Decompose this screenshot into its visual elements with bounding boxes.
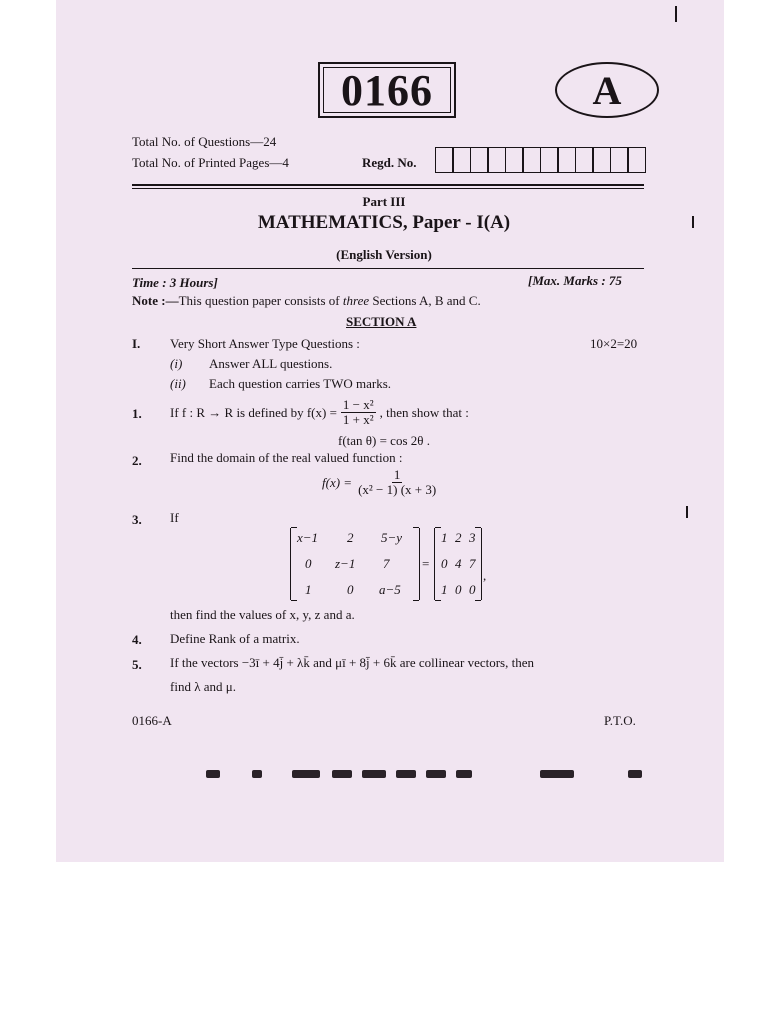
scanned-page (56, 0, 724, 862)
instruction-text: Answer ALL questions. (209, 356, 333, 371)
matrix-cell: 0 (347, 582, 354, 597)
matrix-cell: 1 (305, 582, 312, 597)
paper-code-box (318, 62, 456, 118)
right-matrix (434, 528, 482, 600)
matrix-cell: 1 (441, 530, 448, 545)
left-matrix (290, 528, 420, 600)
question-2-lhs: f(x) = (322, 474, 353, 490)
matrix-cell: 7 (383, 556, 390, 571)
matrix-cell: 0 (455, 582, 462, 597)
part-title: Very Short Answer Type Questions : (170, 336, 360, 351)
question-1-tail: , then show that : (379, 404, 469, 420)
bleed-through-mark (206, 770, 220, 778)
note-text-italic: three (342, 293, 370, 308)
question-1-equation: f(tan θ) = cos 2θ . (338, 433, 430, 448)
equals-sign: = (422, 556, 430, 571)
part-marks: 10×2=20 (590, 336, 638, 351)
question-3-ask: then find the values of x, y, z and a. (170, 607, 355, 622)
instruction-marker: (ii) (170, 376, 186, 391)
bleed-through-mark (396, 770, 416, 778)
set-letter-oval (555, 62, 659, 118)
matrix-cell: 0 (441, 556, 448, 571)
matrix-cell: 2 (347, 530, 354, 545)
bleed-through-mark (628, 770, 642, 778)
total-questions: Total No. of Questions—24 (132, 134, 277, 149)
question-number: 5. (132, 657, 142, 672)
question-1-text (170, 398, 469, 427)
time-label: Time : 3 Hours] (132, 275, 218, 290)
matrix-cell: 0 (305, 556, 312, 571)
total-pages: Total No. of Printed Pages—4 (132, 155, 289, 170)
fraction-numerator: 1 − x² (342, 397, 374, 412)
matrix-cell: 5−y (381, 530, 403, 545)
matrix-comma: , (483, 568, 487, 583)
note-text-2: Sections A, B and C. (369, 293, 481, 308)
scan-mark (675, 6, 677, 22)
bleed-through-mark (456, 770, 472, 778)
matrix-cell: 7 (469, 556, 476, 571)
question-number: 2. (132, 453, 142, 468)
matrix-cell: 1 (441, 582, 448, 597)
scan-mark (686, 506, 688, 518)
question-2-function (322, 468, 438, 497)
regd-label: Regd. No. (362, 155, 417, 170)
instruction-text: Each question carries TWO marks. (209, 376, 392, 391)
page-title: MATHEMATICS, Paper - I(A) (257, 212, 511, 233)
title-rule (132, 268, 644, 269)
header-rule (132, 184, 644, 186)
bleed-through-mark (292, 770, 320, 778)
note-line (132, 293, 481, 309)
fraction-denominator: 1 + x² (342, 412, 374, 427)
instruction-marker: (i) (170, 356, 183, 371)
bleed-through-mark (362, 770, 386, 778)
bleed-through-mark (540, 770, 574, 778)
question-number: 1. (132, 406, 142, 421)
part-roman: I. (132, 336, 141, 351)
matrix-cell: 4 (455, 556, 462, 571)
question-4-text: Define Rank of a matrix. (170, 631, 300, 646)
question-2-text: Find the domain of the real valued function : (170, 450, 403, 465)
footer-pto: P.T.O. (604, 713, 636, 728)
question-1-fraction (341, 398, 376, 427)
scan-mark (692, 216, 694, 228)
fraction-denominator: (x² − 1) (x + 3) (358, 482, 437, 497)
question-5-text: If the vectors −3ī + 4j̄ + λk̄ and μī + 8j̄ + 6k̄ are collinear vectors, then (170, 655, 534, 670)
question-1-lead: If f : R → R is defined by f(x) = (170, 404, 337, 420)
regd-number-boxes (436, 147, 646, 173)
paper-code: 0166 (341, 65, 433, 115)
note-label: Note :— (132, 293, 179, 308)
matrix-cell: 3 (469, 530, 476, 545)
question-3-text: If (170, 510, 179, 525)
version-label: (English Version) (336, 247, 432, 262)
section-heading: SECTION A (346, 314, 417, 329)
header-rule-thin (132, 188, 644, 189)
note-text-1: This question paper consists of (178, 293, 343, 308)
matrix-cell: 0 (469, 582, 476, 597)
set-letter: A (592, 67, 622, 113)
fraction-numerator: 1 (393, 467, 401, 482)
bleed-through-mark (332, 770, 352, 778)
question-number: 4. (132, 632, 142, 647)
matrix-cell: z−1 (335, 556, 356, 571)
bleed-through-mark (252, 770, 262, 778)
bleed-through-mark (426, 770, 446, 778)
question-5-tail: find λ and μ. (170, 679, 236, 694)
question-2-fraction (356, 468, 438, 497)
footer-code: 0166-A (132, 713, 172, 728)
max-marks: [Max. Marks : 75 (528, 273, 622, 288)
matrix-cell: x−1 (297, 530, 319, 545)
matrix-cell: 2 (455, 530, 462, 545)
question-number: 3. (132, 512, 142, 527)
part-label: Part III (362, 194, 406, 209)
matrix-cell: a−5 (379, 582, 401, 597)
